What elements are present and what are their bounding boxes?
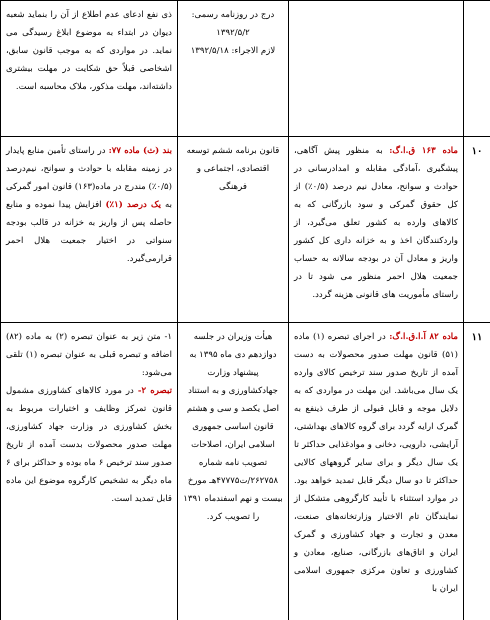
clause-text-1: در راستای تأمین منابع پایدار در زمینه مقابله با حوادث و سوانح، نیم‌درصد (۰/۵٪) مندرج در ماده(۱۶۳) قانون امور گمرکی به [6,146,173,210]
row-number-cell [464,137,490,323]
table-row [1,1,490,137]
amendment-intro: ۱- متن زیر به عنوان تبصره (۲) به ماده (۸۲) اضافه و تبصره قبلی به عنوان تبصره (۱) تلقی می‌شود: [6,332,173,378]
table-row [1,137,490,323]
source-text: قانون برنامه ششم توسعه اقتصادی، اجتماعی و فرهنگی [186,146,280,192]
row-number: ۱۱ [471,332,483,343]
article-text: در اجرای تبصره (۱) ماده (۵۱) قانون مهلت صدور محصولات به دست آمده از تاریخ صدور سند ترخیص کالای وارده یک سال می‌باشد. این مهلت در مواردی که به دلایل موجه و قابل قبولی از طرف ذینفع به گمرک ارایه گردد برای گروه کالاهای بهداشتی، آرایشی، دارویی، دخانی و موادغذایی حداکثر تا یک سال دیگر و برای سایر گروههای کالایی حداکثر تا دو سال دیگر قابل تمدید خواهد بود. در موارد استثناء با تأیید کارگروهی متشکل از نمایندگان تام الاختیار وزارتخانه‌های صنعت، معدن و تجارت و جهاد کشاورزی و گمرک ایران و اتاق‌های بازرگانی، صنایع، معادن و کشاورزی و تعاون مرکزی جمهوری اسلامی ایران با [294,332,458,594]
note-title: تبصره ۲- [137,386,172,396]
new-text-cell [1,1,178,137]
source-cell [178,323,289,620]
new-text-cell [1,137,178,323]
clause-title: بند (ث) ماده ۷۷: [108,146,172,156]
old-text-cell [289,1,464,137]
new-text: ذی نفع ادعای عدم اطلاع از آن را بنماید شعبه دیوان در ابتداء به موضوع ابلاغ رسیدگی می نماید. در مواردی که به موجب قانون سابق، اشخاصی قبلاً حق شکایت در مهلت بیشتری داشته‌اند، مهلت مذکور، ملاک محاسبه است. [6,10,172,92]
source-text: هیأت وزیران در جلسه دوازدهم دی ماه ۱۳۹۵ به پیشنهاد وزارت جهادکشاورزی و به استناد اصل یکصد و سی و هشتم قانون اساسی جمهوری اسلامی ایران، اصلاحات تصویب نامه شماره ۲۶۲۷۵۸/ت۴۷۷۷۵هـ مورخ بیست و نهم اسفندماه ۱۳۹۱ را تصویب کرد. [183,332,283,522]
source-cell [178,137,289,323]
table-row [1,323,490,620]
effective-date: لازم الاجراء: ۱۳۹۲/۵/۱۸ [190,46,276,56]
gazette-label: درج در روزنامه رسمی: [191,10,275,20]
article-title: ماده ۱۶۳ ق.ا.گ: [389,146,458,156]
article-text: به منظور پیش آگاهی، پیشگیری ،آمادگی مقابله و امدادرسانی در حوادث و سوانح، معادل نیم درصد (۰/۵٪) از کل حقوق گمرکی و سود بازرگانی که به کالاهای وارده به کشور تعلق می‌گیرد، از واردکنندگان اخذ و به خزانه داری کل کشور واریز و معادل آن در بودجه سالانه به حساب جمعیت هلال احمر منظور می شود تا در راستای مأموریت های قانونی هزینه گردد. [294,146,458,300]
gazette-date: ۱۳۹۲/۵/۲ [216,28,250,38]
new-text-cell [1,323,178,620]
row-number-cell [464,323,490,620]
article-title: ماده ۸۲ آ.ا.ق.ا.گ: [389,332,459,342]
row-number: ۱۰ [471,146,483,157]
clause-text-2: افزایش پیدا نموده و منابع حاصله پس از واریز به خزانه در قالب بودجه سنواتی در اختیار جمعیت هلال احمر قرارمی‌گیرد. [6,200,172,264]
source-cell [178,1,289,137]
note-text: در مورد کالاهای کشاورزی مشمول قانون تمرکز وظایف و اختیارات مربوط به بخش کشاورزی در وزارت جهاد کشاورزی، مهلت صدور محصولات بدست آمده از تاریخ صدور سند ترخیص ۶ ماه بوده و حداکثر برای ۶ ماه دیگر به تشخیص کارگروه موضوع این ماده قابل تمدید است. [6,386,172,504]
clause-highlight: یک درصد (۱٪) [105,200,162,210]
old-text-cell [289,137,464,323]
row-number-cell [464,1,490,137]
old-text-cell [289,323,464,620]
